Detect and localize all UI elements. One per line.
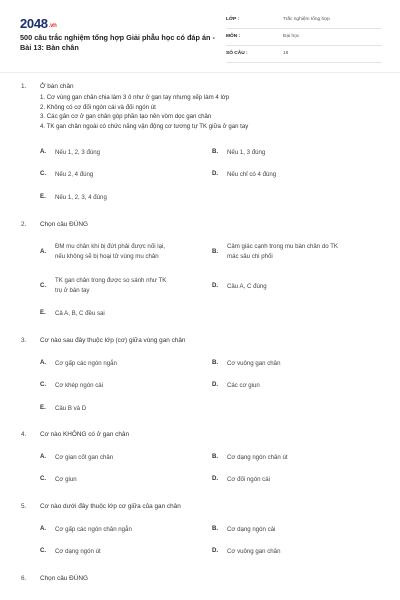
question-number: 4. (21, 431, 27, 438)
option-text: Cả A, B, C đều sai (55, 310, 105, 317)
option-text-line: trụ ở bàn tay (55, 286, 90, 294)
option-text (55, 242, 205, 261)
option-text: Câu B và D (55, 405, 87, 412)
meta-value: 18 (283, 51, 289, 56)
statement: 3. Các gân cơ ở gan chân góp phần tạo nên vòm dọc gan chân (40, 113, 212, 120)
option-text: Cơ khép ngón cái (55, 382, 104, 389)
option-letter: C. (40, 170, 47, 177)
option-text: Cơ dạng ngón cái (227, 526, 276, 533)
question-text: Chọn câu ĐÚNG (40, 221, 88, 228)
question-number: 2. (21, 221, 27, 228)
option-letter: C. (40, 381, 47, 388)
document-title-line2: Bài 13: Bàn chân (20, 43, 79, 52)
option-letter: A. (40, 525, 47, 532)
question-number: 1. (21, 83, 27, 90)
option-letter: E. (40, 404, 46, 411)
option-text: Cơ vuông gan chân (227, 360, 281, 367)
meta-value: Trắc nghiệm tổng hợp (283, 17, 330, 22)
meta-value: Đại học (283, 34, 300, 39)
option-letter: B. (212, 359, 219, 366)
site-logo[interactable] (20, 16, 57, 31)
option-letter: E. (40, 309, 46, 316)
option-text: Cơ giun (55, 476, 77, 483)
option-letter: C. (40, 282, 47, 289)
document-title (20, 33, 235, 53)
meta-table (226, 15, 382, 66)
option-text: Nếu 1, 2, 3 đúng (55, 149, 101, 156)
option-text: Cơ gấp các ngón ngắn (55, 360, 117, 367)
option-text: Câu A, C đúng (227, 283, 267, 290)
option-text: Nếu 2, 4 đúng (55, 171, 94, 178)
option-text: Các cơ giun (227, 382, 260, 389)
question-text: Cơ nào dưới đây thuộc lớp cơ giữa của gan chân (40, 503, 181, 510)
option-text: Cơ gian cốt gan chân (55, 454, 114, 461)
option-text-line: mác sâu chi phối (227, 252, 273, 260)
meta-label: SỐ CÂU : (226, 51, 248, 56)
option-letter: B. (212, 148, 219, 155)
option-letter: D. (212, 475, 219, 482)
logo-suffix: .vn (48, 23, 57, 29)
logo-text: 2048 (20, 16, 48, 31)
option-text: Cơ đối ngón cái (227, 476, 270, 483)
option-letter: D. (212, 170, 219, 177)
option-text-line: TK gan chân trong được so sánh như TK (55, 277, 167, 284)
option-letter: C. (40, 547, 47, 554)
option-text (55, 276, 205, 295)
option-letter: A. (40, 248, 47, 255)
question-text: Ở bàn chân (40, 83, 74, 90)
option-text: Cơ gấp các ngón chân ngắn (55, 526, 132, 533)
option-text: Nếu 1, 2, 3, 4 đúng (55, 194, 107, 201)
option-letter: A. (40, 148, 47, 155)
option-text: Cơ dạng ngón chân út (227, 454, 288, 461)
option-letter: C. (40, 475, 47, 482)
question-number: 3. (21, 337, 27, 344)
option-letter: D. (212, 547, 219, 554)
meta-row-subject (226, 32, 382, 46)
question-text: Chọn câu ĐÚNG (40, 575, 88, 582)
statement: 2. Không có cơ đối ngón cái và đối ngón út (40, 103, 156, 111)
statement: 1. Cơ vùng gan chân chia làm 3 ô như ở gan tay nhưng xếp làm 4 lớp (40, 94, 230, 101)
page-header (0, 0, 400, 70)
option-text: Nếu chỉ có 4 đúng (227, 171, 277, 178)
option-text-line: Cảm giác cạnh trong mu bàn chân do TK (227, 243, 338, 250)
meta-row-class (226, 15, 382, 29)
option-text: Nếu 1, 3 đúng (227, 149, 266, 156)
header-divider (0, 72, 400, 73)
option-letter: A. (40, 453, 47, 460)
option-letter: B. (212, 453, 219, 460)
option-letter: D. (212, 381, 219, 388)
question-number: 6. (21, 575, 27, 582)
meta-label: LỚP : (226, 17, 240, 22)
option-text (227, 242, 377, 261)
question-number: 5. (21, 503, 27, 510)
meta-label: MÔN : (226, 34, 241, 39)
option-letter: A. (40, 359, 47, 366)
question-text: Cơ nào KHÔNG có ở gan chân (40, 431, 130, 438)
statement: 4. TK gan chân ngoài có chức năng vận động cơ tương tự TK giữa ở gan tay (40, 122, 249, 130)
meta-row-count (226, 49, 382, 63)
option-text-line: ĐM mu chân khi bị đứt phải được nối lại, (55, 243, 166, 250)
option-text: Cơ dạng ngón út (55, 548, 101, 555)
option-letter: D. (212, 282, 219, 289)
option-letter: E. (40, 193, 46, 200)
document-title-line1: 500 câu trắc nghiệm tổng hợp Giải phẫu học có đáp án - (20, 33, 215, 42)
option-letter: B. (212, 248, 219, 255)
option-text-line: nếu không sẽ bị hoại tử vùng mu chân (55, 252, 159, 260)
question-text: Cơ nào sau đây thuộc lớp (cơ) giữa vùng gan chân (40, 337, 186, 344)
option-text: Cơ vuông gan chân (227, 548, 281, 555)
option-letter: B. (212, 525, 219, 532)
